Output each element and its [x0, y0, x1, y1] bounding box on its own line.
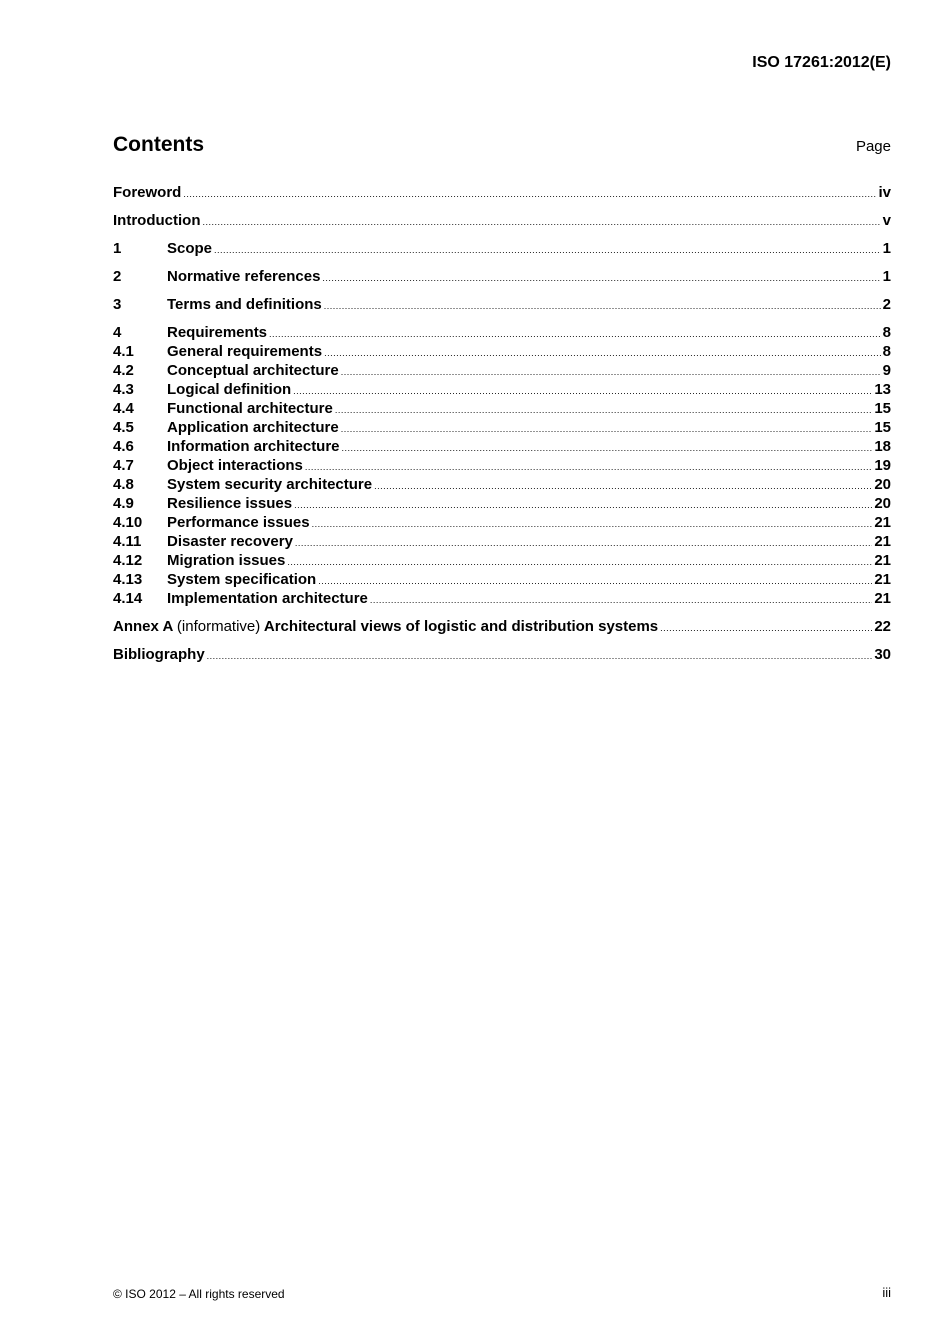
toc-entry-migration-issues[interactable] [113, 551, 891, 570]
toc-entry-page: 8 [882, 324, 891, 341]
toc-entry-title: Normative references [167, 268, 321, 285]
toc-leader-dots [324, 297, 881, 316]
page-column-label: Page [855, 138, 891, 155]
toc-entry-page: 2 [882, 296, 891, 313]
toc-entry-page: 20 [874, 495, 891, 512]
toc-leader-dots [342, 439, 873, 458]
toc-entry-title: System security architecture [167, 476, 373, 493]
toc-leader-dots [207, 647, 873, 666]
toc-entry-requirements[interactable] [113, 323, 891, 342]
toc-entry-object-interactions[interactable] [113, 456, 891, 475]
toc-entry-number: 4.13 [113, 571, 143, 588]
toc-leader-dots [202, 213, 880, 232]
toc-entry-number: 4 [113, 324, 122, 341]
toc-entry-title: Requirements [167, 324, 268, 341]
toc-leader-dots [269, 325, 881, 344]
toc-entry-page: 9 [882, 362, 891, 379]
toc-entry-normative-references[interactable] [113, 267, 891, 286]
toc-leader-dots [305, 458, 872, 477]
toc-entry-number: 2 [113, 268, 122, 285]
toc-entry-number: 4.2 [113, 362, 134, 379]
toc-entry-information-architecture[interactable] [113, 437, 891, 456]
toc-entry-title: Information architecture [167, 438, 340, 455]
toc-entry-page: 22 [874, 618, 891, 635]
toc-entry-title: Conceptual architecture [167, 362, 339, 379]
toc-entry-number: 4.1 [113, 343, 134, 360]
toc-entry-page: 21 [874, 533, 891, 550]
toc-entry-annex-a[interactable] [113, 617, 891, 636]
toc-entry-number: 4.12 [113, 552, 143, 569]
toc-leader-dots [295, 534, 872, 553]
toc-entry-terms-and-definitions[interactable] [113, 295, 891, 314]
toc-entry-number: 4.9 [113, 495, 134, 512]
toc-entry-page: 20 [874, 476, 891, 493]
toc-leader-dots [318, 572, 872, 591]
toc-leader-dots [374, 477, 872, 496]
toc-leader-dots [294, 496, 872, 515]
toc-entry-number: 4.10 [113, 514, 143, 531]
toc-entry-resilience-issues[interactable] [113, 494, 891, 513]
footer-copyright: © ISO 2012 – All rights reserved [113, 1287, 285, 1301]
toc-entry-bibliography[interactable] [113, 645, 891, 664]
toc-entry-number: 4.14 [113, 590, 143, 607]
toc-entry-title: System specification [167, 571, 317, 588]
contents-title: Contents [113, 133, 204, 156]
toc-entry-title: Disaster recovery [167, 533, 293, 550]
toc-leader-dots [183, 185, 876, 204]
toc-leader-dots [341, 420, 873, 439]
toc-entry-number: 4.11 [113, 533, 142, 550]
toc-entry-functional-architecture[interactable] [113, 399, 891, 418]
toc-entry-title: Functional architecture [167, 400, 333, 417]
toc-entry-system-specification[interactable] [113, 570, 891, 589]
toc-entry-number: 4.5 [113, 419, 134, 436]
toc-entry-performance-issues[interactable] [113, 513, 891, 532]
toc-entry-title: Implementation architecture [167, 590, 368, 607]
toc-entry-title: Application architecture [167, 419, 339, 436]
toc-entry-page: 13 [874, 381, 891, 398]
toc-entry-number: 3 [113, 296, 122, 313]
toc-leader-dots [341, 363, 881, 382]
toc-entry-page: iv [878, 184, 891, 201]
annex-qualifier: (informative) [176, 618, 261, 635]
toc-entry-page: 15 [874, 419, 891, 436]
toc-entry-page: 19 [874, 457, 891, 474]
toc-entry-number: 4.4 [113, 400, 134, 417]
toc-entry-number: 4.8 [113, 476, 134, 493]
toc-entry-title: Migration issues [167, 552, 286, 569]
toc-entry-title: Scope [167, 240, 213, 257]
toc-leader-dots [214, 241, 881, 260]
toc-entry-number: 4.6 [113, 438, 134, 455]
toc-entry-application-architecture[interactable] [113, 418, 891, 437]
toc-entry-logical-definition[interactable] [113, 380, 891, 399]
toc-entry-page: 15 [874, 400, 891, 417]
toc-entry-page: 21 [874, 552, 891, 569]
toc-entry-page: 8 [882, 343, 891, 360]
toc-entry-page: 21 [874, 590, 891, 607]
toc-leader-dots [293, 382, 872, 401]
annex-prefix: Annex A [113, 618, 173, 635]
toc-entry-foreword[interactable] [113, 183, 891, 202]
toc-entry-page: 21 [874, 514, 891, 531]
table-of-contents [113, 183, 891, 664]
toc-entry-general-requirements[interactable] [113, 342, 891, 361]
footer-page-number: iii [882, 1285, 891, 1300]
toc-entry-implementation-architecture[interactable] [113, 589, 891, 608]
toc-entry-page: 18 [874, 438, 891, 455]
toc-entry-number: 4.7 [113, 457, 134, 474]
annex-title: Architectural views of logistic and distribution systems [263, 618, 659, 635]
toc-leader-dots [312, 515, 873, 534]
toc-entry-title: Object interactions [167, 457, 303, 474]
toc-entry-introduction[interactable] [113, 211, 891, 230]
toc-leader-dots [287, 553, 872, 572]
toc-entry-scope[interactable] [113, 239, 891, 258]
toc-entry-title: Terms and definitions [167, 296, 322, 313]
toc-entry-page: 1 [882, 240, 891, 257]
toc-entry-page: 1 [882, 268, 891, 285]
toc-entry-title: Introduction [113, 212, 201, 229]
toc-entry-number: 4.3 [113, 381, 134, 398]
toc-entry-title: Bibliography [113, 646, 205, 663]
toc-entry-system-security-architecture[interactable] [113, 475, 891, 494]
toc-leader-dots [660, 619, 872, 638]
toc-entry-page: 30 [874, 646, 891, 663]
toc-entry-page: 21 [874, 571, 891, 588]
toc-entry-title: Logical definition [167, 381, 292, 398]
toc-leader-dots [324, 344, 881, 363]
toc-entry-conceptual-architecture[interactable] [113, 361, 891, 380]
toc-entry-page: v [882, 212, 891, 229]
document-id: ISO 17261:2012(E) [752, 54, 891, 71]
toc-leader-dots [335, 401, 872, 420]
toc-entry-number: 1 [113, 240, 122, 257]
toc-entry-disaster-recovery[interactable] [113, 532, 891, 551]
toc-leader-dots [322, 269, 880, 288]
toc-entry-title [113, 617, 658, 636]
toc-leader-dots [370, 591, 872, 610]
toc-entry-title: Performance issues [167, 514, 310, 531]
toc-entry-title: Foreword [113, 184, 182, 201]
toc-entry-title: Resilience issues [167, 495, 293, 512]
toc-entry-title: General requirements [167, 343, 323, 360]
